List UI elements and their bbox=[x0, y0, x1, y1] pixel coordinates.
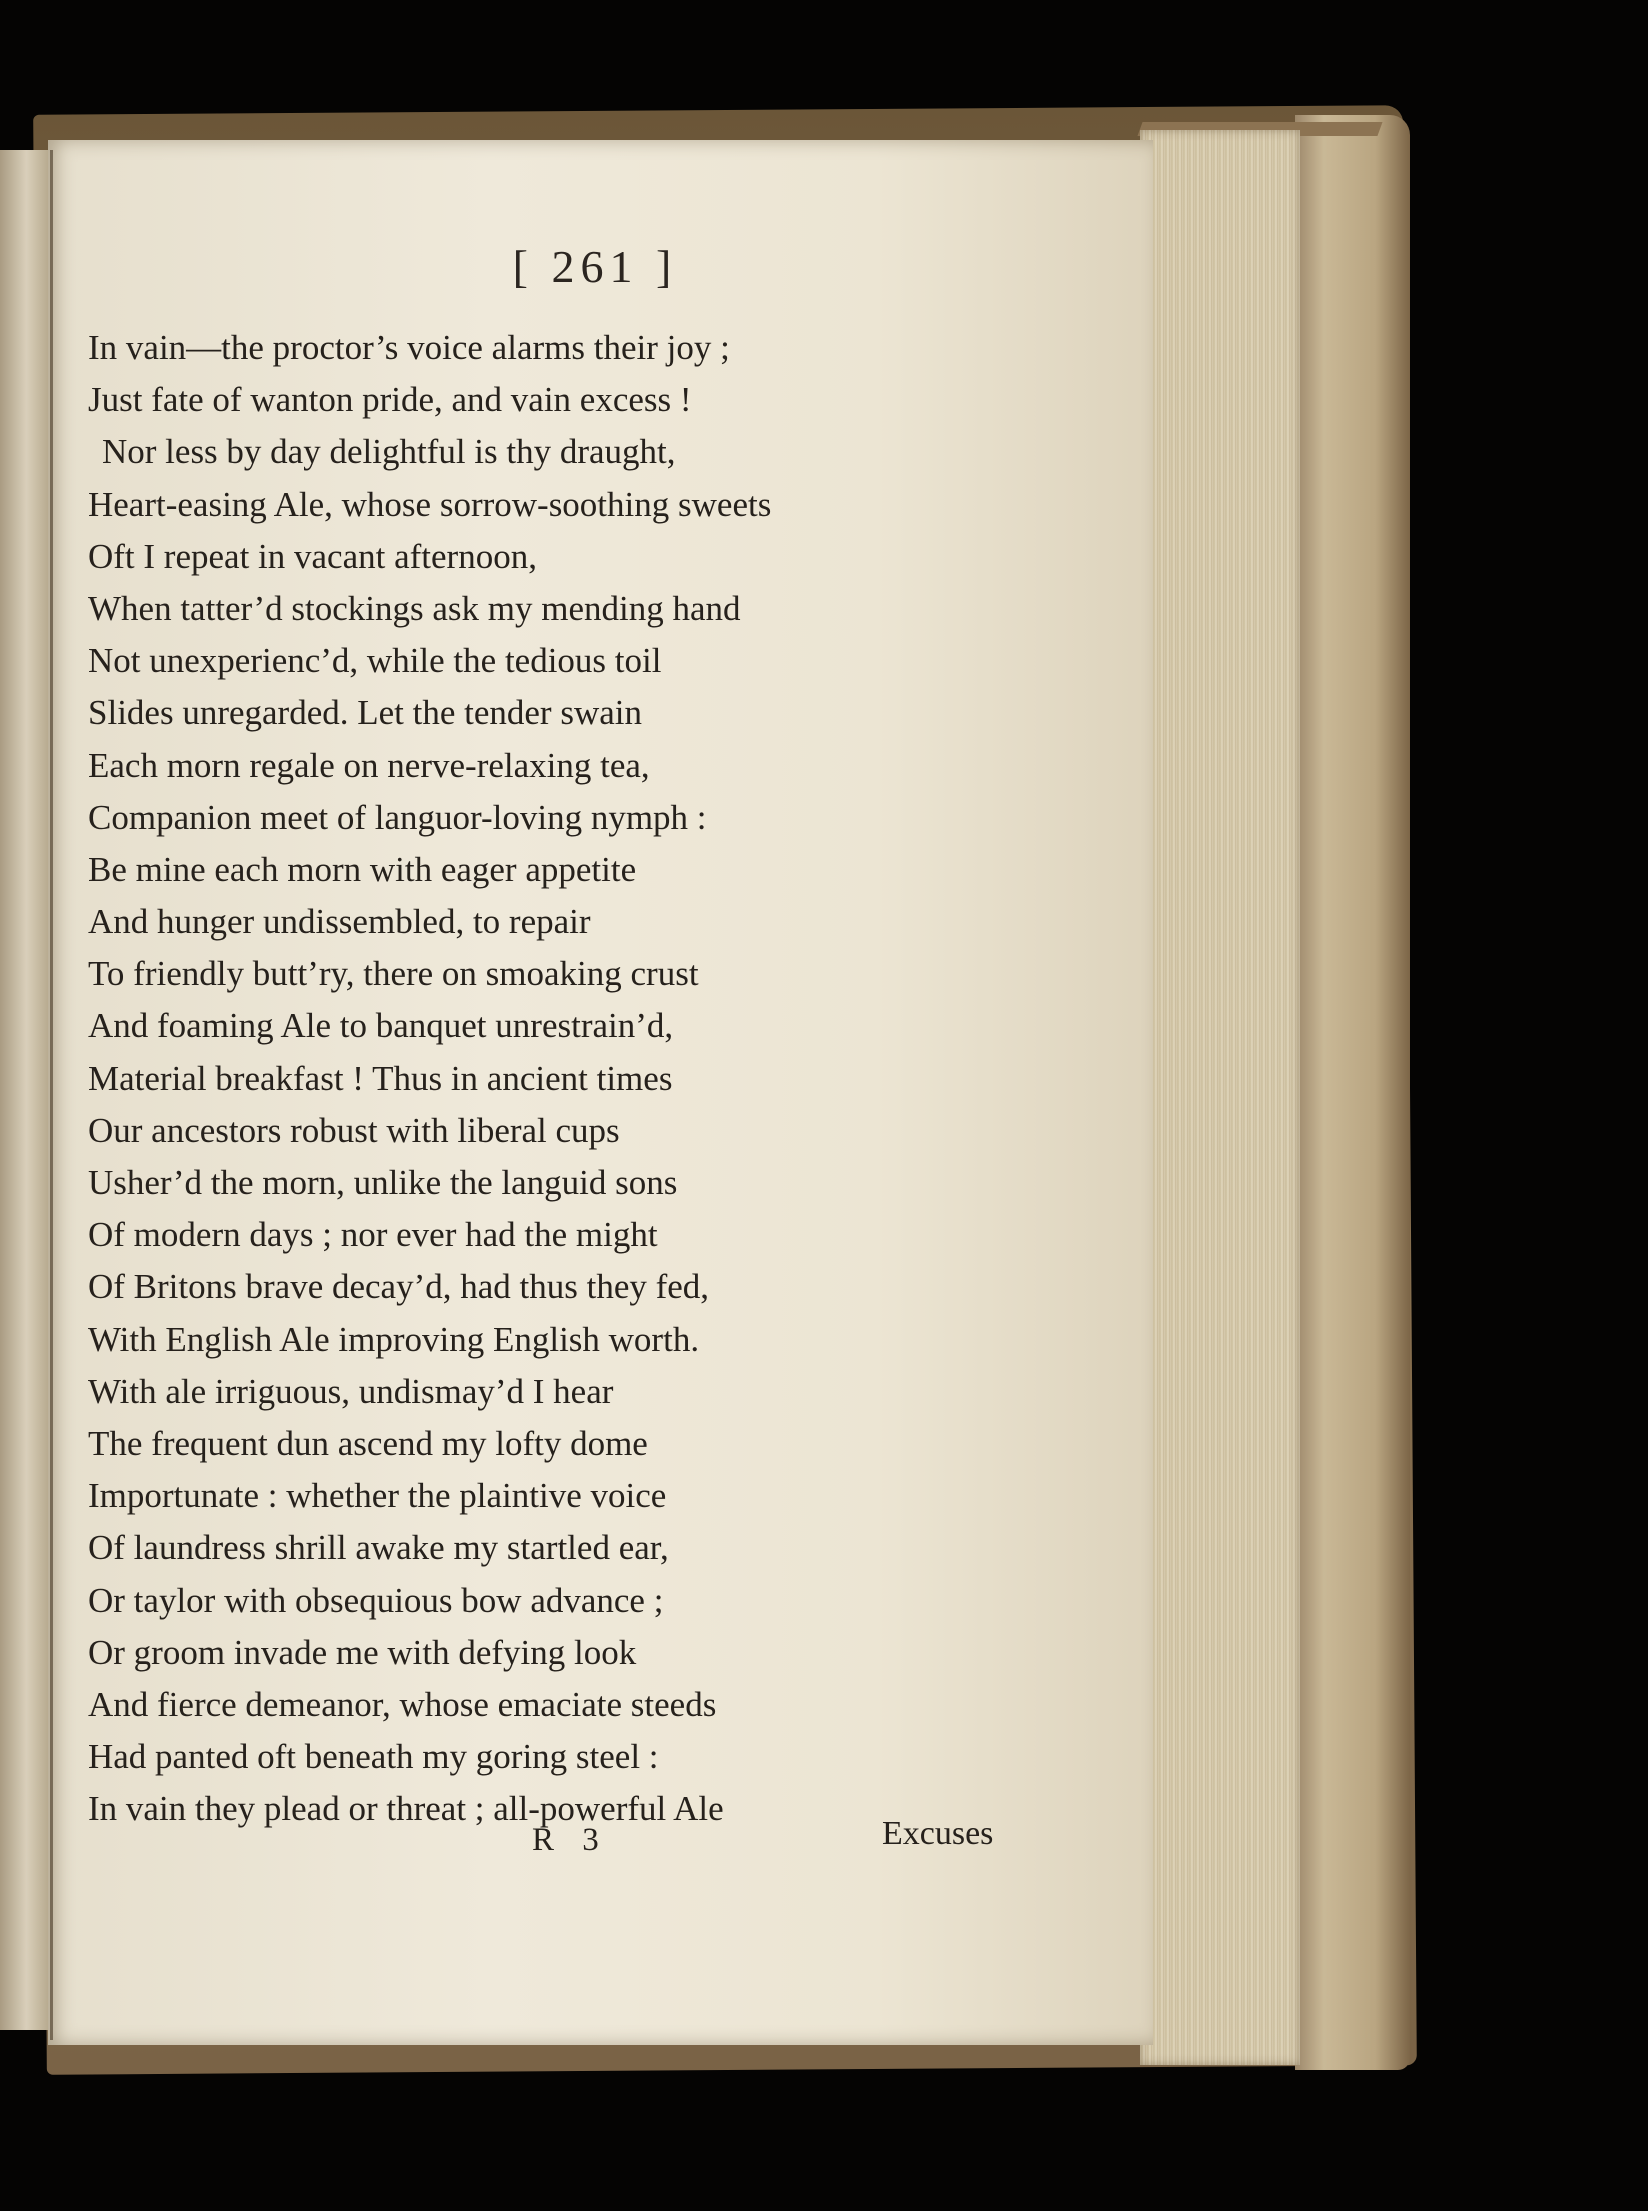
poem-line: With ale irriguous, undismay’d I hear bbox=[88, 1371, 614, 1411]
poem-line: Nor less by day delightful is thy draught, bbox=[102, 432, 676, 472]
poem-line: With English Ale improving English worth. bbox=[88, 1319, 700, 1359]
poem-line: Or taylor with obsequious bow advance ; bbox=[88, 1580, 664, 1620]
poem-line: Companion meet of languor-loving nymph : bbox=[88, 797, 707, 837]
poem-line: Slides unregarded. Let the tender swain bbox=[88, 693, 642, 733]
signature-mark: R 3 bbox=[532, 1822, 609, 1858]
poem-text bbox=[88, 322, 1068, 1835]
previous-page-edge bbox=[0, 150, 48, 2030]
poem-line: Our ancestors robust with liberal cups bbox=[88, 1110, 620, 1150]
poem-line: Not unexperienc’d, while the tedious toil bbox=[88, 641, 662, 681]
catchword: Excuses bbox=[882, 1815, 994, 1852]
poem-line: To friendly butt’ry, there on smoaking crust bbox=[88, 954, 699, 994]
poem-line: Importunate : whether the plaintive voice bbox=[88, 1476, 667, 1516]
book-fore-edge bbox=[1295, 115, 1410, 2070]
poem-line: Of modern days ; nor ever had the might bbox=[88, 1215, 658, 1255]
poem-line: And foaming Ale to banquet unrestrain’d, bbox=[88, 1006, 674, 1046]
poem-line: Oft I repeat in vacant afternoon, bbox=[88, 536, 537, 576]
poem-line: Of laundress shrill awake my startled ear, bbox=[88, 1528, 669, 1568]
poem-line: Usher’d the morn, unlike the languid sons bbox=[88, 1163, 678, 1202]
gutter-shadow bbox=[50, 150, 53, 2040]
poem-line: When tatter’d stockings ask my mending hand bbox=[88, 588, 741, 628]
poem-line: Of Britons brave decay’d, had thus they fed, bbox=[88, 1267, 710, 1307]
page-number: [ 261 ] bbox=[512, 241, 678, 292]
poem-line: And fierce demeanor, whose emaciate steeds bbox=[88, 1684, 717, 1724]
page-block-edges bbox=[1140, 130, 1300, 2065]
poem-line: Material breakfast ! Thus in ancient times bbox=[88, 1058, 673, 1098]
poem-line: Or groom invade me with defying look bbox=[88, 1632, 637, 1672]
poem-line: The frequent dun ascend my lofty dome bbox=[88, 1423, 648, 1463]
poem-line: Had panted oft beneath my goring steel : bbox=[88, 1737, 659, 1777]
poem-line: Each morn regale on nerve-relaxing tea, bbox=[88, 745, 650, 785]
poem-line: And hunger undissembled, to repair bbox=[88, 902, 591, 942]
poem-line: Just fate of wanton pride, and vain excess ! bbox=[88, 380, 692, 420]
poem-line: In vain—the proctor’s voice alarms their joy ; bbox=[88, 328, 730, 367]
poem-line: Be mine each morn with eager appetite bbox=[88, 849, 637, 889]
poem-line: Heart-easing Ale, whose sorrow-soothing sweets bbox=[88, 484, 772, 524]
poem-line: In vain they plead or threat ; all-powerful Ale bbox=[88, 1789, 724, 1829]
